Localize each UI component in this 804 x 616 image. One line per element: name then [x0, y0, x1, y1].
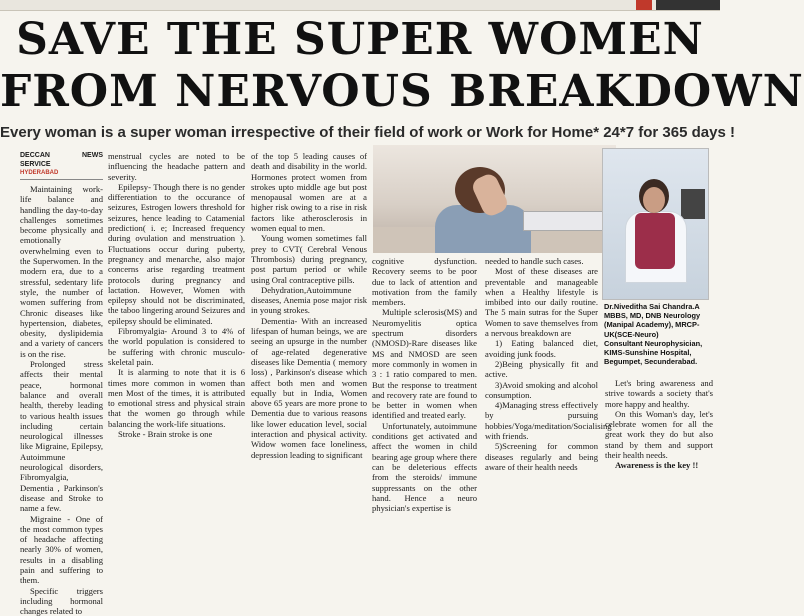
portrait-scarf — [635, 213, 675, 269]
paragraph: Most of these diseases are preventable and manageable when a Healthy lifestyle is imbibed into our daily routine. The 5 main sutras for the Super Women to save themselves from a nervous breakdown are — [485, 266, 598, 339]
paragraph: Unfortunately, autoimmune conditions get activated and affect the women in child bearing age group where there can be deleterious effects from the steroids/ immune suppressants on the other hand. Hence a neuro physician's expertise is — [372, 420, 477, 514]
doctor-portrait-photo — [602, 148, 709, 300]
article-column-6 — [605, 378, 713, 478]
paragraph: Stroke - Brain stroke is one — [118, 429, 213, 440]
byline — [20, 151, 103, 178]
stressed-woman-photo — [373, 145, 616, 253]
article-column-2 — [108, 151, 245, 471]
caption-line: Consultant Neurophysician, — [604, 338, 703, 348]
paragraph: Prolonged stress affects their mental peace, hormonal balance and overall health, thereby leading to various health issues including certain neurological illnesses like Migraine, Epilepsy, Autoimmune neurological disorders, Fibromyalgia, Dementia , Parkinson's disease and Stroke to name a few. — [20, 359, 103, 514]
caption-line: (Manipal Academy), MRCP- — [604, 320, 700, 330]
paragraph: 2)Being physically fit and active. — [485, 358, 598, 380]
headline-line-1: SAVE THE SUPER WOMEN — [16, 14, 704, 65]
article-column-1 — [20, 151, 103, 616]
headline-line-2: FROM NERVOUS BREAKDOWN — [0, 66, 804, 117]
paragraph: 5)Screening for common diseases regularly and being aware of their health needs — [485, 441, 598, 472]
paragraph: On this Woman's day, let's celebrate women for all the great work they do but also stand by them and support their health needs. — [605, 408, 713, 461]
article-column-5 — [485, 256, 612, 472]
closing-line: Awareness is the key !! — [615, 460, 699, 471]
doctor-caption — [604, 302, 716, 366]
paragraph: Dehydration,Autoimmune diseases, Anemia pose major risk in young strokes. — [251, 284, 367, 316]
paragraph: Multiple sclerosis(MS) and Neuromyelitis optica spectrum disorders (NMOSD)-Rare diseases like MS and NMOSD are seen more commonly in women in 3 : 1 ratio compared to men. But the response to treatment and recovery rate are found to be better in women when identified and treated early. — [372, 307, 477, 421]
article-column-4 — [372, 256, 477, 514]
paragraph: Dementia- With an increased lifespan of human beings, we are seeing an upsurge in the number of age-related degenerative diseases like Dementia ( memory loss) , Parkinson's disease which affect both men and women equally but in India, Women above 65 years are more prone to Dementia due to various reasons like lower education level, social interaction and physical activity. Widow women face loneliness, depression leading to significant — [251, 315, 367, 460]
paragraph: of the top 5 leading causes of death and disability in the world. Hormones protect women from strokes upto middle age but post menopausal women are at a higher risk owing to a rise in risk factors like atherosclerosis in women equal to men. — [251, 151, 367, 234]
byline-rule — [20, 179, 103, 180]
caption-line: KIMS-Sunshine Hospital, — [604, 348, 692, 358]
paragraph: Fibromyalgia- Around 3 to 4% of the world population is considered to be suffering with chronic musculo-skeletal pain. — [108, 326, 245, 367]
paragraph: Epilepsy- Though there is no gender differentiation to the occurance of seizures, Estrogen lowers threshold for seizures, hence leading to Catamenial prediction( i. e; Increased frequency during ovulation and menstruation ). Fluctuations occur during puberty, pregnancy and menarche, also major concerns arise regarding treatment protocols during pregnancy and lactation. However, Women with epilepsy should not be discriminated, the taboo lingering around Seizures and epilepsy should be eliminated. — [108, 181, 245, 326]
page-top-strip — [0, 0, 720, 11]
paragraph: 4)Managing stress effectively by pursuing hobbies/Yoga/meditation/Socialising with friends. — [485, 400, 612, 442]
byline-location: HYDERABAD — [20, 170, 59, 176]
paragraph: Migraine - One of the most common types of headache affecting nearly 30% of women, results in a disabling pain and suffering to them. — [20, 513, 103, 586]
paragraph: Maintaining work-life balance and handling the day-to-day challenges sometimes become physically and emotionally overwhelming even to the Superwomen. In the modern era, due to a stressful, sedentary life style, the number of women suffering from Chronic diseases like hypertension, diabetes, obesity, dyslipidemia and a variety of cancers is on the rise. — [20, 184, 103, 359]
top-strip-red-block — [636, 0, 652, 10]
paragraph: 1) Eating balanced diet, avoiding junk foods. — [485, 338, 598, 359]
caption-line: UK(SCE-Neuro) — [604, 329, 659, 339]
paragraph: cognitive dysfunction. Recovery seems to be poor due to lack of attention and motivation from the family members. — [372, 256, 477, 308]
caption-line: Dr.Niveditha Sai Chandra.A — [604, 302, 700, 311]
strapline: Every woman is a super woman irrespective of their field of work or Work for Home* 24*7 for 365 days ! — [0, 124, 735, 141]
caption-line: Begumpet, Secunderabad. — [604, 357, 698, 367]
portrait-face — [643, 187, 665, 213]
caption-line: MBBS, MD, DNB Neurology — [604, 311, 701, 321]
paragraph: 3)Avoid smoking and alcohol consumption. — [485, 379, 598, 400]
portrait-monitor — [681, 189, 705, 219]
paragraph: menstrual cycles are noted to be influencing the headache pattern and severity. — [108, 151, 245, 182]
paragraph: It is alarming to note that it is 6 times more common in women than men Most of the times, it is attributed to emotional stress and physical strain that the women go through while balancing the work-life situations. — [108, 367, 245, 429]
paragraph: Specific triggers including hormonal changes related to — [20, 585, 103, 616]
byline-source: DECCAN NEWS SERVICE — [20, 152, 103, 168]
paragraph: needed to handle such cases. — [485, 256, 584, 266]
top-strip-dark-block — [656, 0, 720, 10]
article-column-3 — [251, 151, 367, 471]
paragraph: Let's bring awareness and strive towards a society that's more happy and healthy. — [605, 378, 713, 409]
photo-laptop — [523, 211, 603, 231]
paragraph: Young women sometimes fall prey to CVT( Cerebral Venous Thrombosis) during pregnancy, post partum period or while using Oral contraceptive pills. — [251, 233, 367, 285]
